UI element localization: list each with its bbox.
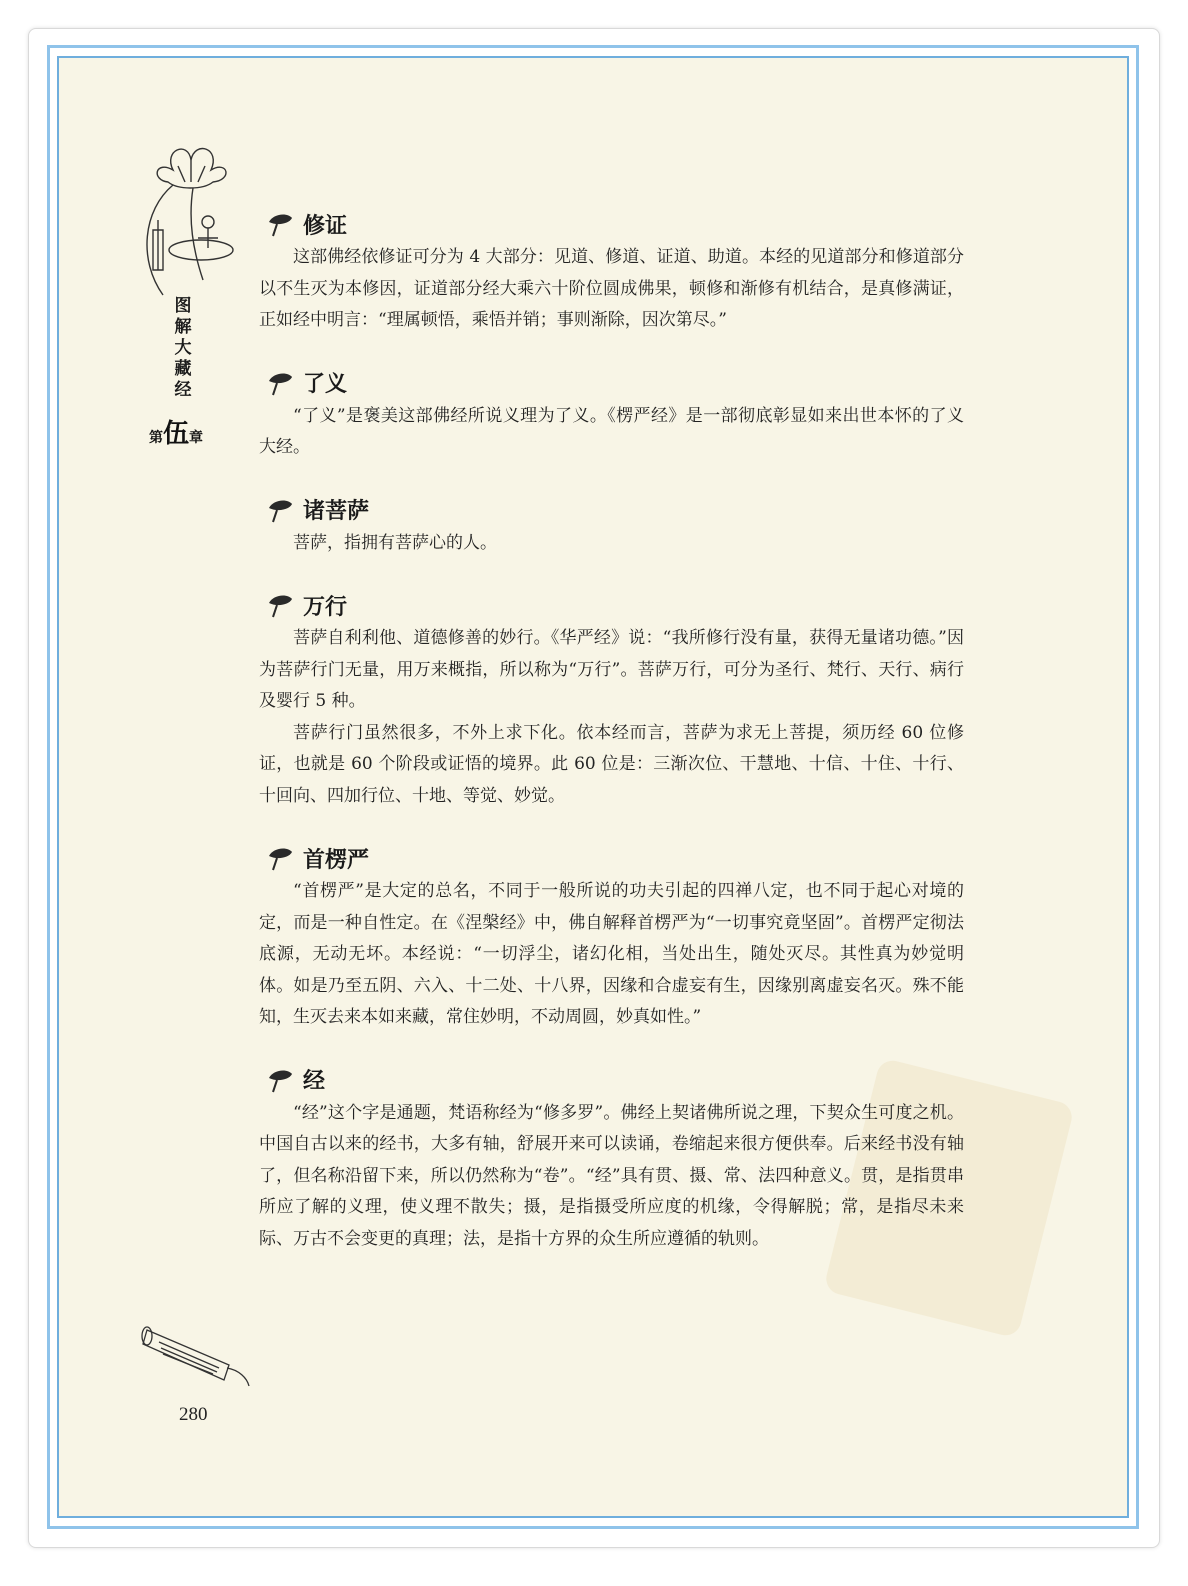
- book-title-vertical: [170, 296, 196, 401]
- chapter-number: 伍: [163, 419, 190, 449]
- section-liaoyi: [259, 365, 964, 464]
- section-title: 修证: [303, 213, 348, 239]
- book-title-char: 图: [174, 296, 192, 316]
- book-title-char: 藏: [174, 359, 192, 379]
- lotus-illustration-icon: [133, 130, 248, 300]
- section-heading: [259, 492, 964, 528]
- section-paragraph: 菩萨，指拥有菩萨心的人。: [293, 532, 497, 553]
- section-paragraph: 菩萨自利利他、道德修善的妙行。《华严经》说：“我所修行没有量，获得无量诸功德。”因为菩萨行门无量，用万来概指，所以称为“万行”。菩萨万行，可分为圣行、梵行、天行、病行及婴行 5 种。: [259, 628, 964, 711]
- section-heading: [259, 365, 964, 401]
- section-wanxing: [259, 587, 964, 812]
- section-title: 万行: [303, 594, 348, 620]
- section-heading: [259, 1062, 964, 1098]
- chapter-suffix: 章: [189, 430, 204, 446]
- section-jing: [259, 1062, 964, 1256]
- section-paragraph: 菩萨行门虽然很多，不外上求下化。依本经而言，菩萨为求无上菩提，须历经 60 位修证，也就是 60 个阶段或证悟的境界。此 60 位是：三渐次位、干慧地、十信、十住、十行、十回向、四加行位、十地、等觉、妙觉。: [259, 722, 964, 806]
- section-paragraph: “了义”是褒美这部佛经所说义理为了义。《楞严经》是一部彻底彰显如来出世本怀的了义大经。: [259, 405, 964, 457]
- book-title-char: 经: [174, 380, 192, 400]
- section-title: 诸菩萨: [303, 499, 370, 524]
- brush-bullet-icon: [265, 1066, 295, 1094]
- section-paragraph: “经”这个字是通题，梵语称经为“修多罗”。佛经上契诸佛所说之理，下契众生可度之机。中国自古以来的经书，大多有轴，舒展开来可以读诵，卷缩起来很方便供奉。后来经书没有轴了，但名称沿留下来，所以仍然称为“卷”。“经”具有贯、摄、常、法四种意义。贯，是指贯串所应了解的义理，使义理不散失；摄，是指摄受所应度的机缘，令得解脱；常，是指尽未来际、万古不会变更的真理；法，是指十方界的众生所应遵循的轨则。: [259, 1102, 964, 1249]
- section-heading: [259, 206, 964, 242]
- book-title-char: 解: [174, 317, 192, 337]
- brush-bullet-icon: [265, 369, 295, 397]
- section-paragraph: 这部佛经依修证可分为 4 大部分：见道、修道、证道、助道。本经的见道部分和修道部分以不生灭为本修因，证道部分经大乘六十阶位圆成佛果，顿修和渐修有机结合，是真修满证，正如经中明言：“理属顿悟，乘悟并销；事则渐除，因次第尽。”: [259, 247, 964, 330]
- brush-bullet-icon: [265, 591, 295, 619]
- section-zhupusa: [259, 492, 964, 560]
- brush-bullet-icon: [265, 210, 295, 238]
- section-title: 经: [303, 1069, 326, 1094]
- scroll-illustration-icon: [139, 1320, 254, 1390]
- section-title: 首楞严: [303, 847, 370, 873]
- page-content: [259, 206, 964, 1283]
- section-shoulengyan: [259, 840, 964, 1034]
- section-title: 了义: [303, 372, 348, 397]
- page-number: 280: [179, 1404, 208, 1425]
- section-heading: [259, 840, 964, 876]
- section-xiuzheng: [259, 206, 964, 337]
- brush-bullet-icon: [265, 844, 295, 872]
- section-heading: [259, 587, 964, 623]
- book-page: [57, 56, 1129, 1518]
- brush-bullet-icon: [265, 496, 295, 524]
- book-title-char: 大: [174, 338, 192, 358]
- section-paragraph: “首楞严”是大定的总名，不同于一般所说的功夫引起的四禅八定，也不同于起心对境的定，而是一种自性定。在《涅槃经》中，佛自解释首楞严为“一切事究竟坚固”。首楞严定彻法底源，无动无坏。本经说：“一切浮尘，诸幻化相，当处出生，随处灭尽。其性真为妙觉明体。如是乃至五阴、六入、十二处、十八界，因缘和合虚妄有生，因缘别离虚妄名灭。殊不能知，生灭去来本如来藏，常住妙明，不动周圆，妙真如性。”: [259, 881, 964, 1027]
- chapter-label: [149, 413, 203, 450]
- chapter-prefix: 第: [149, 430, 163, 446]
